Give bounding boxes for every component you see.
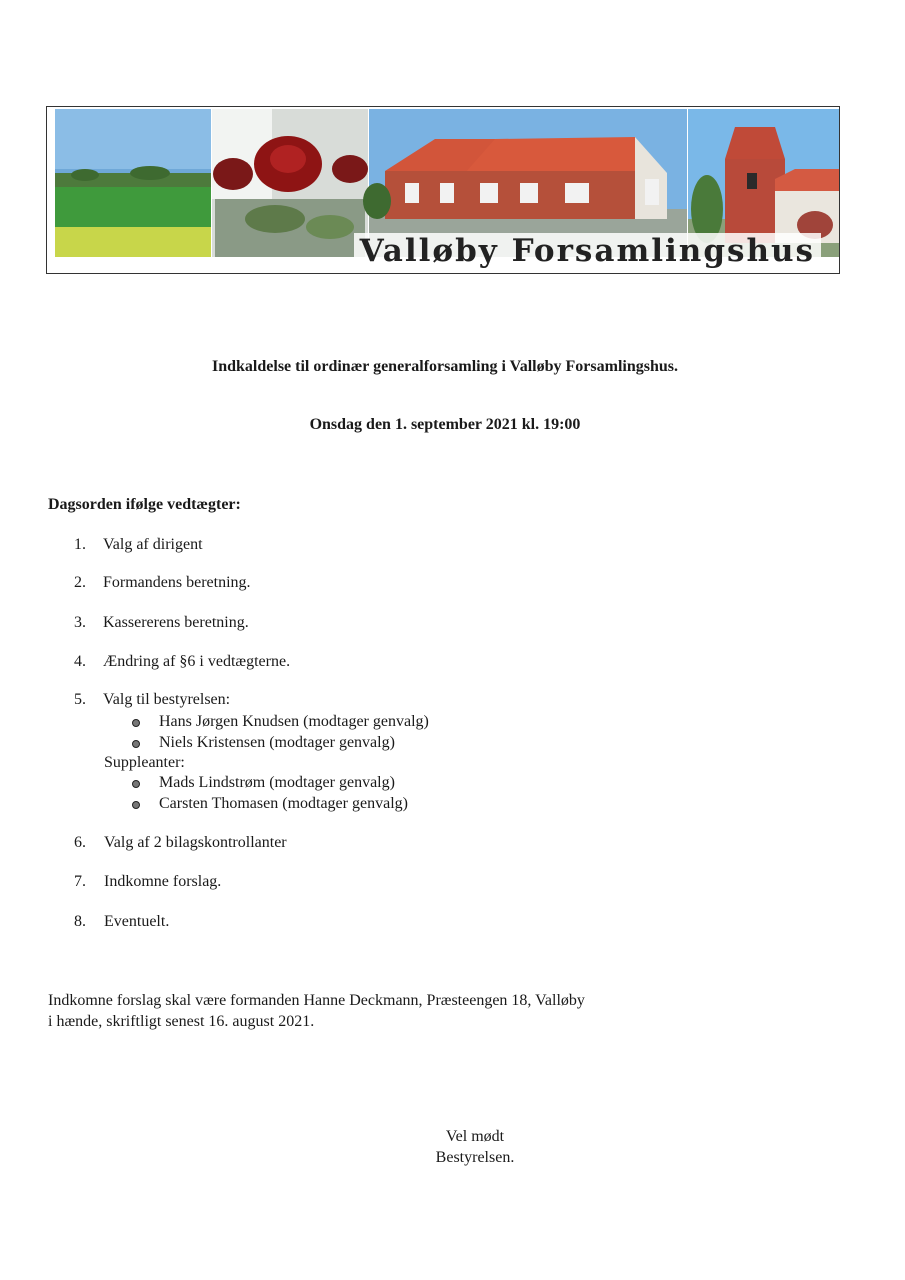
agenda-title: Dagsorden ifølge vedtægter: bbox=[48, 496, 241, 513]
substitutes-label: Suppleanter: bbox=[104, 754, 185, 771]
agenda-item-text: Formandens beretning. bbox=[103, 574, 251, 591]
agenda-item-text: Eventuelt. bbox=[104, 913, 170, 930]
page-title: Indkaldelse til ordinær generalforsamling i Valløby Forsamlingshus. bbox=[212, 358, 678, 375]
agenda-item-text: Valg til bestyrelsen: bbox=[103, 691, 231, 708]
proposal-note-line: Indkomne forslag skal være formanden Hanne Deckmann, Præsteengen 18, Valløby bbox=[48, 992, 585, 1009]
agenda-item-text: Valg af dirigent bbox=[103, 536, 203, 553]
agenda-item-number: 5. bbox=[74, 691, 86, 708]
bullet-icon bbox=[132, 780, 140, 788]
banner-title: Valløby Forsamlingshus bbox=[354, 233, 821, 269]
agenda-item-text: Indkomne forslag. bbox=[104, 873, 222, 890]
bullet-icon bbox=[132, 801, 140, 809]
greeting: Vel mødt bbox=[445, 1128, 505, 1145]
agenda-item-number: 8. bbox=[74, 913, 86, 930]
agenda-item-number: 4. bbox=[74, 653, 86, 670]
agenda-item-number: 7. bbox=[74, 873, 86, 890]
header-banner bbox=[46, 106, 840, 274]
rose-photo bbox=[212, 109, 368, 257]
agenda-item-text: Ændring af §6 i vedtægterne. bbox=[103, 653, 291, 670]
meeting-date: Onsdag den 1. september 2021 kl. 19:00 bbox=[309, 416, 581, 433]
signature: Bestyrelsen. bbox=[435, 1149, 515, 1166]
bullet-icon bbox=[132, 719, 140, 727]
proposal-note-line: i hænde, skriftligt senest 16. august 2021. bbox=[48, 1013, 315, 1030]
agenda-item-number: 3. bbox=[74, 614, 86, 631]
landscape-photo bbox=[55, 109, 211, 257]
bullet-icon bbox=[132, 740, 140, 748]
agenda-item-text: Valg af 2 bilagskontrollanter bbox=[104, 834, 287, 851]
agenda-item-number: 2. bbox=[74, 574, 86, 591]
agenda-item-text: Kassererens beretning. bbox=[103, 614, 249, 631]
agenda-item-number: 6. bbox=[74, 834, 86, 851]
proposal-note bbox=[48, 990, 585, 1032]
agenda-item-number: 1. bbox=[74, 536, 86, 553]
